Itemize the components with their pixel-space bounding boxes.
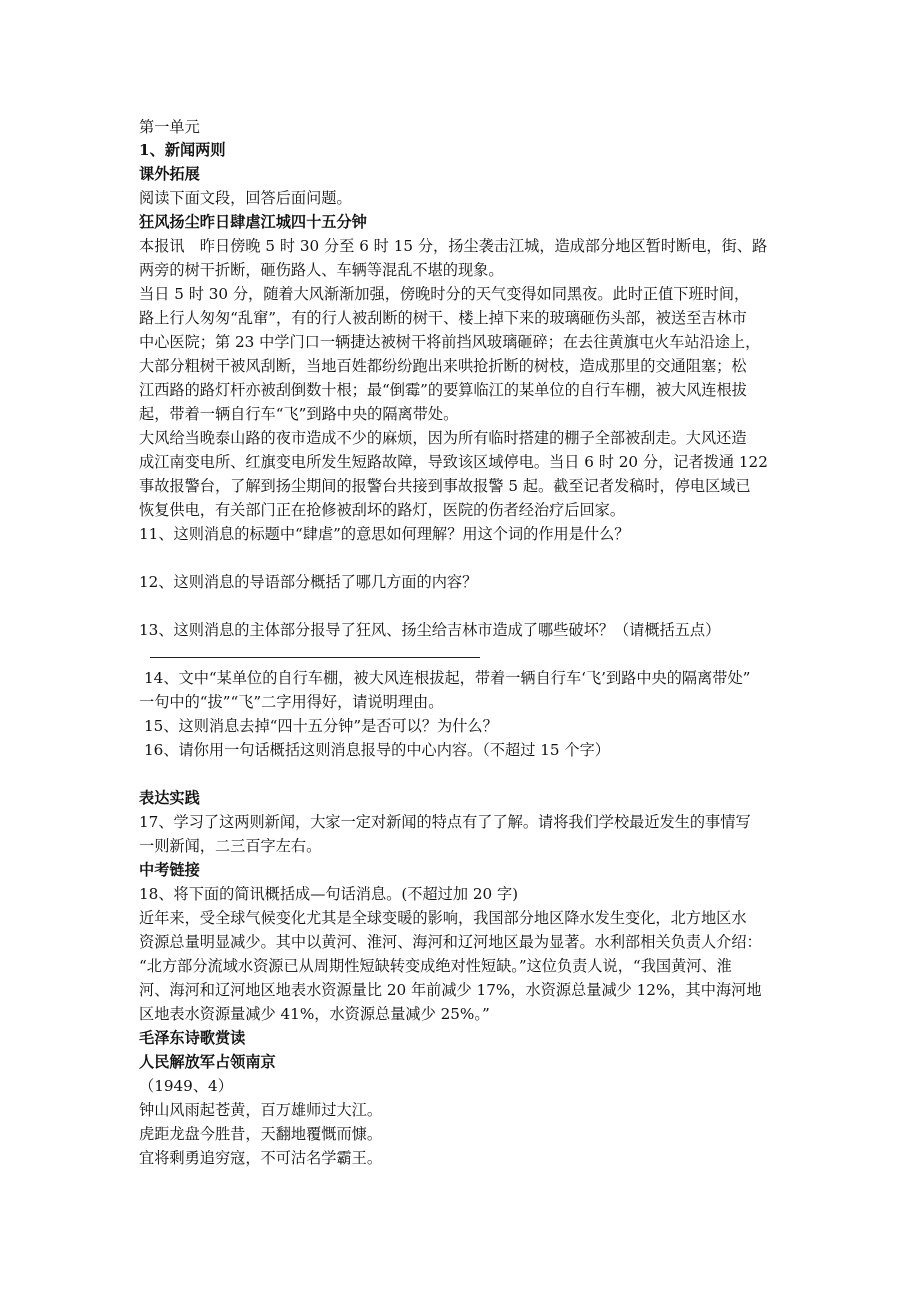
question-15: 15、这则消息去掉“四十五分钟”是否可以？为什么？: [144, 717, 498, 735]
article-line: 当日 5 时 30 分，随着大风渐渐加强，傍晚时分的天气变得如同黑夜。此时正值下班时间，: [139, 285, 750, 303]
article-line: 江西路的路灯杆亦被刮倒数十根；最“倒霉”的要算临江的某单位的自行车棚，被大风连根拔: [139, 381, 747, 399]
lesson-title: 1、新闻两则: [139, 141, 226, 159]
article-line: 恢复供电，有关部门正在抢修被刮坏的路灯，医院的伤者经治疗后回家。: [139, 501, 625, 519]
article-line: 本报讯 昨日傍晚 5 时 30 分至 6 时 15 分，扬尘袭击江城，造成部分地区暂时断电，街、路: [139, 237, 768, 255]
question-17-line-2: 一则新闻，二三百字左右。: [139, 837, 322, 855]
instruction: 阅读下面文段，回答后面问题。: [139, 189, 352, 207]
article-line: 路上行人匆匆“乱窜”，有的行人被刮断的树干、楼上掉下来的玻璃砸伤头部，被送至吉林市: [139, 309, 747, 327]
article-line: 起，带着一辆自行车“飞”到路中央的隔离带处。: [139, 405, 459, 423]
section-heading-practice: 表达实践: [139, 789, 200, 807]
question-13: 13、这则消息的主体部分报导了狂风、扬尘给吉林市造成了哪些破坏？（请概括五点）: [139, 621, 721, 639]
poem-line: 钟山风雨起苍黄，百万雄师过大江。: [139, 1101, 382, 1119]
exam-passage-line: “北方部分流域水资源已从周期性短缺转变成绝对性短缺。”这位负责人说，“我国黄河、淮: [139, 957, 732, 975]
exam-passage-line: 河、海河和辽河地区地表水资源量比 20 年前减少 17%，水资源总量减少 12%，其中海河地: [139, 981, 762, 999]
question-14-line-2: 一句中的“拔”“飞”二字用得好，请说明理由。: [139, 693, 444, 711]
question-17-line-1: 17、学习了这两则新闻，大家一定对新闻的特点有了了解。请将我们学校最近发生的事情写: [139, 813, 751, 831]
exam-passage-line: 近年来，受全球气候变化尤其是全球变暖的影响，我国部分地区降水发生变化，北方地区水: [139, 909, 747, 927]
question-12: 12、这则消息的导语部分概括了哪几方面的内容？: [139, 573, 478, 591]
article-line: 大部分粗树干被风刮断，当地百姓都纷纷跑出来哄抢折断的树枝，造成那里的交通阻塞；松: [139, 357, 747, 375]
exam-passage-line: 区地表水资源量减少 41%，水资源总量减少 25%。”: [139, 1005, 490, 1023]
question-14-line-1: 14、文中“某单位的自行车棚，被大风连根拔起，带着一辆自行车‘飞’到路中央的隔离带处”: [144, 669, 751, 687]
answer-line-divider: [150, 657, 480, 658]
poem-title: 人民解放军占领南京: [139, 1053, 276, 1071]
article-line: 大风给当晚泰山路的夜市造成不少的麻烦，因为所有临时搭建的棚子全部被刮走。大风还造: [139, 429, 747, 447]
section-heading-exam: 中考链接: [139, 861, 200, 879]
exam-passage-line: 资源总量明显减少。其中以黄河、淮河、海河和辽河地区最为显著。水利部相关负责人介绍：: [139, 933, 762, 951]
article-line: 事故报警台，了解到扬尘期间的报警台共接到事故报警 5 起。截至记者发稿时，停电区域已: [139, 477, 751, 495]
question-18: 18、将下面的简讯概括成—句话消息。(不超过加 20 字): [139, 885, 519, 903]
article-line: 两旁的树干折断，砸伤路人、车辆等混乱不堪的现象。: [139, 261, 504, 279]
poem-line: 虎距龙盘今胜昔，天翻地覆慨而慷。: [139, 1125, 382, 1143]
section-heading-extension: 课外拓展: [139, 165, 200, 183]
poem-line: 宜将剩勇追穷寇，不可沽名学霸王。: [139, 1149, 382, 1167]
article-headline: 狂风扬尘昨日肆虐江城四十五分钟: [139, 213, 367, 231]
poem-date: （1949、4）: [139, 1077, 233, 1095]
section-heading-poem: 毛泽东诗歌赏读: [139, 1029, 246, 1047]
article-line: 中心医院；第 23 中学门口一辆捷达被树干将前挡风玻璃砸碎；在去往黄旗屯火车站沿途上，: [139, 333, 761, 351]
unit-title: 第一单元: [139, 118, 200, 136]
article-line: 成江南变电所、红旗变电所发生短路故障，导致该区域停电。当日 6 时 20 分，记者拨通 122: [139, 453, 768, 471]
question-11: 11、这则消息的标题中“肆虐”的意思如何理解？用这个词的作用是什么？: [139, 525, 630, 543]
question-16: 16、请你用一句话概括这则消息报导的中心内容。（不超过 15 个字）: [144, 741, 610, 759]
